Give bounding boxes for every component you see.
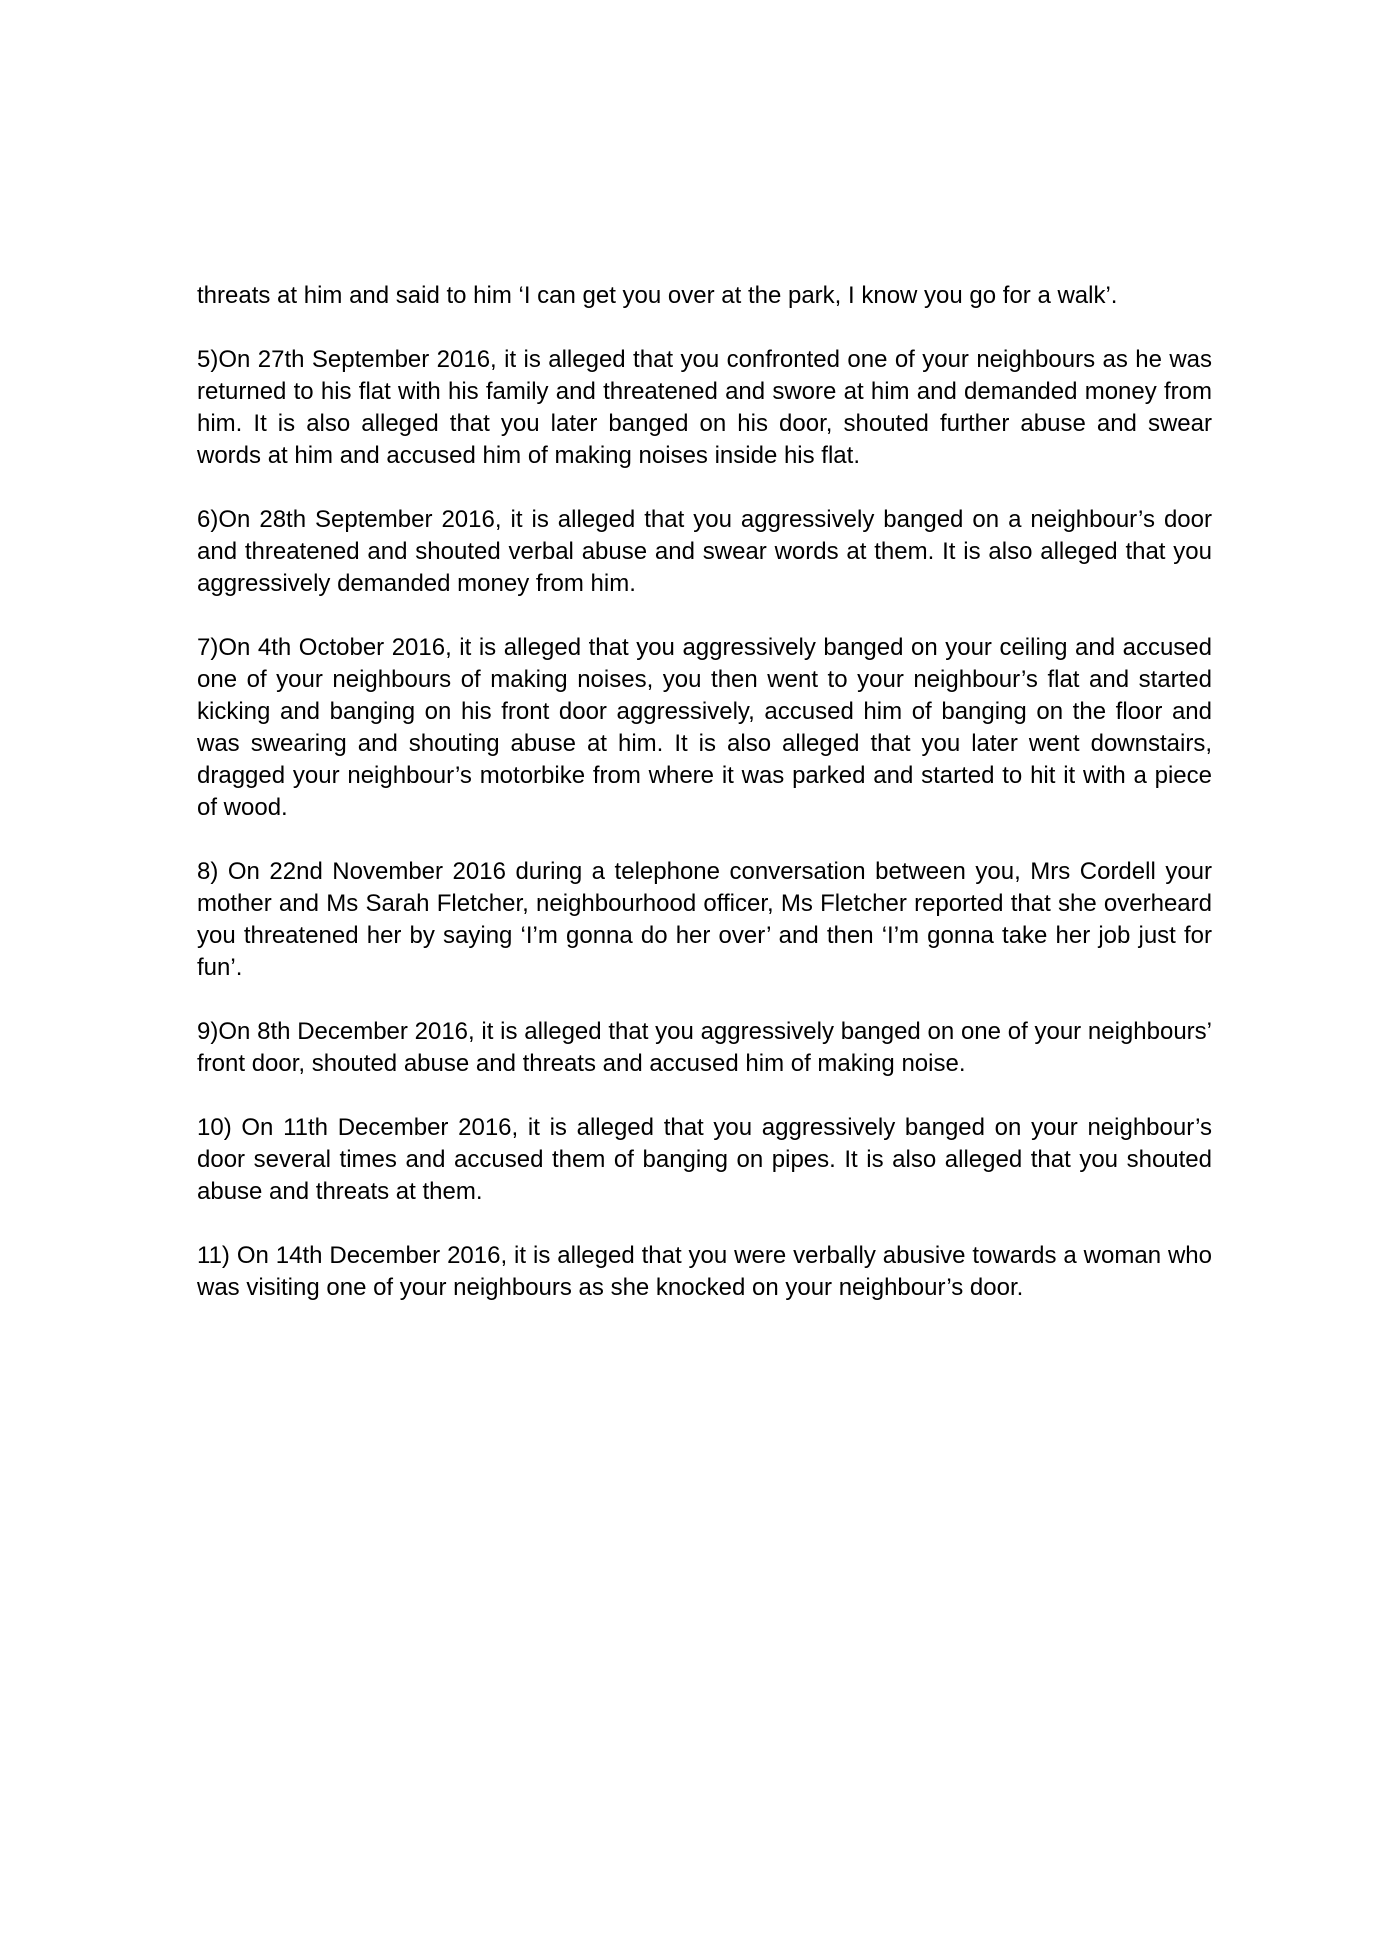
paragraph-allegation-10: 10) On 11th December 2016, it is alleged that you aggressively banged on your neighbour’s door several times and accused them of banging on pipes. It is also alleged that you shouted abuse and threats at them.: [197, 1114, 1212, 1205]
paragraph-allegation-8: 8) On 22nd November 2016 during a telephone conversation between you, Mrs Cordell your mother and Ms Sarah Fletcher, neighbourhood officer, Ms Fletcher reported that she overheard you threatened her by saying ‘I’m gonna do her over’ and then ‘I’m gonna take her job just for fun’.: [197, 858, 1212, 981]
paragraph-allegation-6: 6)On 28th September 2016, it is alleged that you aggressively banged on a neighbour’s door and threatened and shouted verbal abuse and swear words at them. It is also alleged that you aggressively demanded money from him.: [197, 506, 1212, 597]
paragraph-continuation: threats at him and said to him ‘I can get you over at the park, I know you go for a walk’.: [197, 282, 1118, 309]
paragraph-allegation-11: 11) On 14th December 2016, it is alleged that you were verbally abusive towards a woman who was visiting one of your neighbours as she knocked on your neighbour’s door.: [197, 1242, 1212, 1301]
paragraph-allegation-7: 7)On 4th October 2016, it is alleged that you aggressively banged on your ceiling and accused one of your neighbours of making noises, you then went to your neighbour’s flat and started kicking and banging on his front door aggressively, accused him of banging on the floor and was swearing and shouting abuse at him. It is also alleged that you later went downstairs, dragged your neighbour’s motorbike from where it was parked and started to hit it with a piece of wood.: [197, 634, 1212, 821]
paragraph-allegation-9: 9)On 8th December 2016, it is alleged that you aggressively banged on one of your neighbours’ front door, shouted abuse and threats and accused him of making noise.: [197, 1018, 1212, 1077]
document-text-block: [197, 280, 1212, 1304]
paragraph-allegation-5: 5)On 27th September 2016, it is alleged that you confronted one of your neighbours as he was returned to his flat with his family and threatened and swore at him and demanded money from him. It is also alleged that you later banged on his door, shouted further abuse and swear words at him and accused him of making noises inside his flat.: [197, 346, 1212, 469]
